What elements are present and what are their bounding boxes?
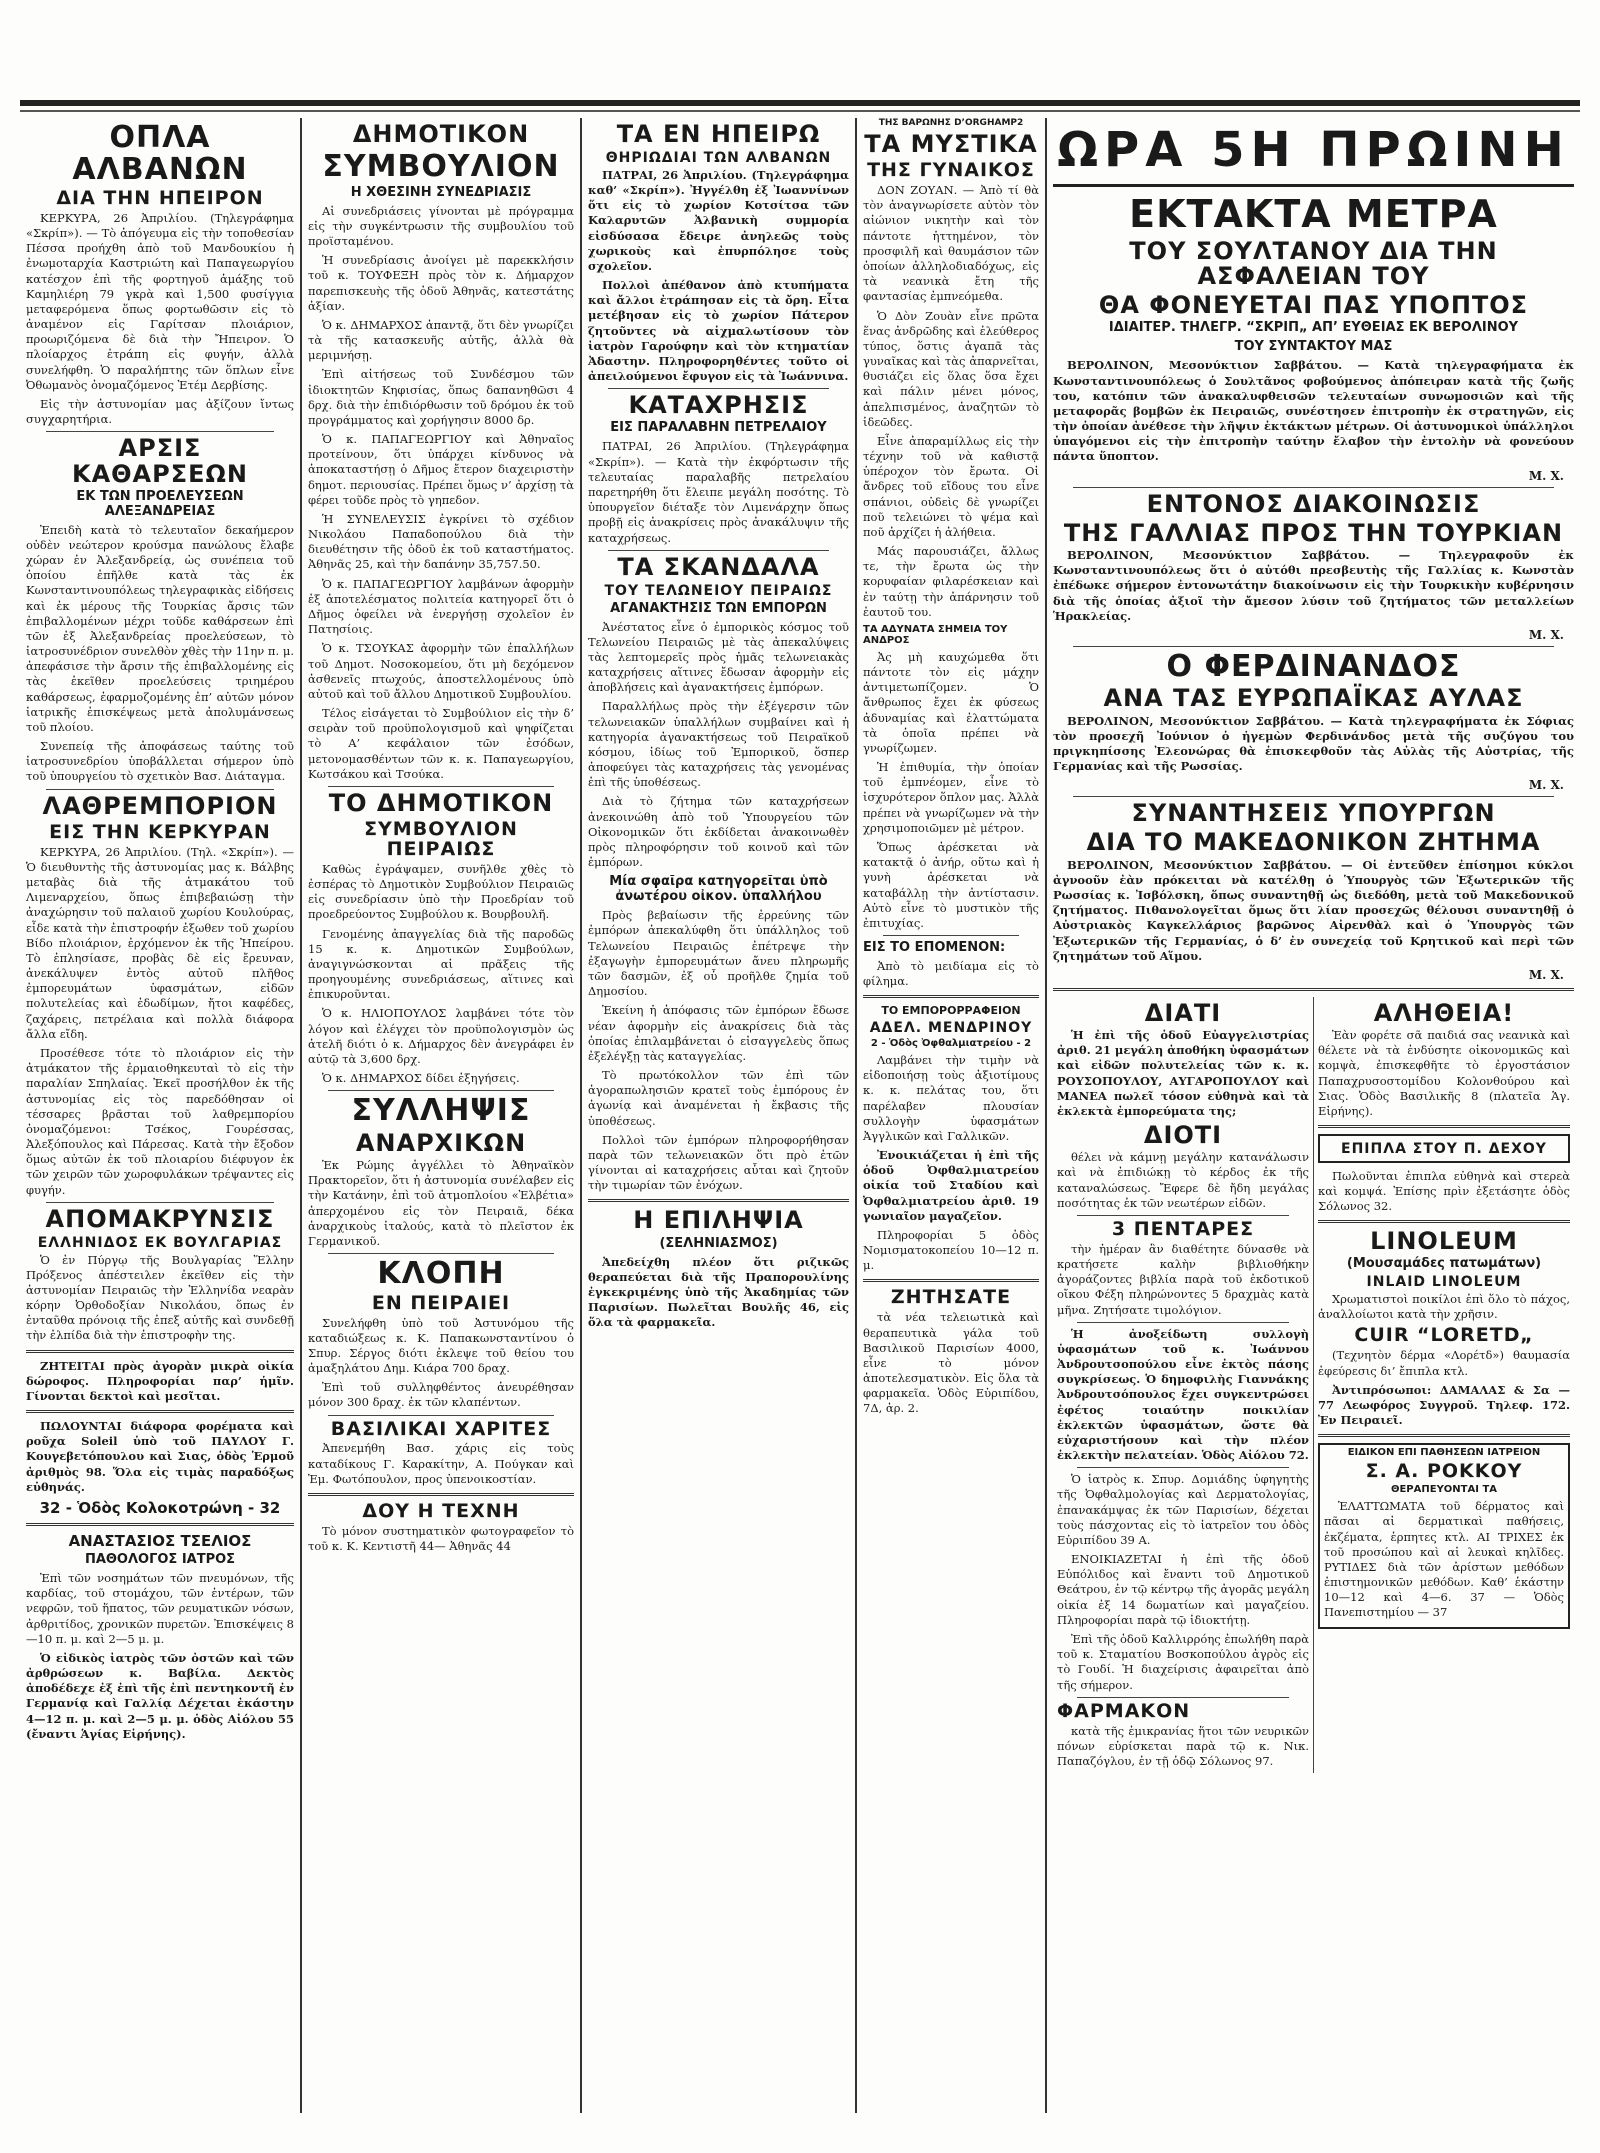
article-text: Συνεπείᾳ τῆς ἀποφάσεως ταύτης τοῦ ἰατροσυνεδρίου ὑποβάλλεται σήμερον ὑπὸ τοῦ ὑπουργείου τὸ σχετικὸν Βασ. Διάταγμα. (26, 739, 294, 784)
column-4 (857, 118, 1047, 2113)
ad-headline-zitisate: ΖΗΤΗΣΑΤΕ (890, 1286, 1012, 1309)
article-text: Ἐπὶ τοῦ συλληφθέντος ἀνευρέθησαν μόνον 300 δραχ. ἐκ τῶν κλαπέντων. (308, 1380, 574, 1410)
ad-text: Χρωματιστοὶ ποικίλοι ἐπὶ ὅλο τὸ πάχος, ἀναλλοίωτοι κατὰ τὴν χρῆσιν. (1318, 1292, 1570, 1322)
divider (1077, 1467, 1289, 1468)
ad-box-iatreion (1318, 1443, 1570, 1628)
article-text: Ἀπὸ τὸ μειδίαμα εἰς τὸ φίλημα. (863, 959, 1039, 989)
signature: Μ. Χ. (1528, 468, 1564, 483)
article-text: Προσέθεσε τότε τὸ πλοιάριον εἰς τὴν ἀτμάκατον τῆς ἐρμαιοθηκευταὶ τὸ εἰς τὴν παραλίαν Σπηλαίας. Ἐκεῖ προσήλθον ἐκ τῆς ἀστυνομίας εἰς τὸς παρεδόθησαν οἱ τέσσαρες βρᾶσται τοῦ λαθρεμπορίου ὀνομαζόμενοι: Τσέκος, Γουρέσσας, Ἀλεξόπουλος καὶ Πάρεσας. Κατὰ τὴν ἔξοδον ὅμως αὐτῶν ἐκ τοῦ πλοιαρίου διέφυγον ἐκ τῶν χειρῶν τῶν χωροφυλάκων τρέψαντες εἰς φυγήν. (26, 1046, 294, 1197)
divider (46, 431, 274, 432)
divider (1053, 988, 1574, 991)
article-text: Ἐπειδὴ κατὰ τὸ τελευταῖον δεκαήμερον οὐδὲν νεώτερον κρούσμα πανώλους ἔλαβε χώραν ἐν Ἀλεξανδρείᾳ, ὡς συνέπεια τοῦ ὁποίου ἐπῆλθε κατὰ τὰς ἐκ Κωνσταντινουπόλεως τηλεγραφικὰς εἰδήσεις καὶ ἐκ μέρους τῆς Τουρκίας ἄρσις τῶν ἐπιβαλλομένων μέχρι τοῦδε καθάρσεων ἐπὶ τῶν ἐξ Ἀλεξανδρείας προελεύσεων, τὸ ἰατροσυνέδριον συνελθὸν χθὲς τὴν 11ην π. μ. ἀπεφάσισε τὴν ἄρσιν τῆς ἐπιβαλλομένης εἰς τὰς ἐκεῖθεν προελεύσεις τριημέρου καθάρσεως, ἐφαρμοζομένης ἐπ’ αὐτῶν μόνον ἰατρικῆς ἐπισκέψεως μετὰ ἀπολυμάνσεως τοῦ πλοίου. (26, 522, 294, 734)
ad-text: (Τεχνητὸν δέρμα «Λορέτδ») θαυμασία ἐφεύρεσις δι’ ἔπιπλα κτλ. (1318, 1348, 1570, 1378)
article-text: Διὰ τὸ ζήτημα τῶν καταχρήσεων ἀνεκοινώθη ἀπὸ τοῦ Ὑπουργείου τῶν Οἰκονομικῶν ὅτι ἐκδίδεται ἀνακοινωθὲν πρὸς πληροφόρησιν τοῦ κοινοῦ καὶ τῶν ἐμπόρων. (588, 794, 849, 870)
ad-headline-inlaid: INLAID LINOLEUM (1366, 1274, 1522, 1291)
divider (1077, 1322, 1289, 1323)
ad-text: Ὁ ἰατρὸς κ. Σπυρ. Δομιάδης ὑφηγητὴς τῆς Ὀφθαλμολογίας καὶ Δερματολογίας, ἐπανακάμψας ἐκ τῶν Παρισίων, δέχεται τοὺς πάσχοντας εἰς τὸ ἰατρεῖον του ὁδὸς Εὐριπίδου 39 Α. (1057, 1472, 1309, 1547)
ad-text: Ἡ ἐπὶ τῆς ὁδοῦ Εὐαγγελιστρίας ἀριθ. 21 μεγάλη ἀποθήκη ὑφασμάτων καὶ εἰδῶν πολυτελείας τῶν κ. κ. ΡΟΥΣΟΠΟΥΛΟΥ, ΑΥΓΑΡΟΠΟΥΛΟΥ καὶ ΜΑΝΕΑ πωλεῖ τόσον εὐθηνὰ καὶ τὰ ἐκλεκτὰ ἐμπορεύματα της; (1057, 1028, 1309, 1118)
top-rule (20, 100, 1580, 106)
subheadline-petrelaiou: ΕΙΣ ΠΑΡΑΛΑΒΗΝ ΠΕΤΡΕΛΑΙΟΥ (610, 420, 827, 436)
divider (46, 1202, 274, 1203)
ad-text: Ἀπεδείχθη πλέον ὅτι ριζικῶς θεραπεύεται διὰ τῆς Πραπορουλίνης ἐγκεκριμένης ὑπὸ τῆς Ἀκαδημίας τῶν Παρισίων. Πωλεῖται Βουλῆς 46, εἰς ὅλα τὰ φαρμακεῖα. (588, 1254, 849, 1330)
divider (1077, 1215, 1289, 1216)
article-text: Τὸ πρωτόκολλον τῶν ἐπὶ τῶν ἀγοραπωλησιῶν κρατεῖ τοὺς ἐμπόρους ἐν ἀγωνίᾳ καὶ ἀναμένεται ἡ ἔκβασις τῆς ὑποθέσεως. (588, 1068, 849, 1128)
ad-text: κατὰ τῆς ἐμικρανίας ἥτοι τῶν νευρικῶν πόνων εὑρίσκεται παρὰ τῷ κ. Νικ. Παπαζόγλου, ἐν τῇ ὁδῷ Σόλωνος 97. (1057, 1723, 1309, 1768)
ads-left (1053, 997, 1314, 1773)
article-text: Ἀνέστατος εἶνε ὁ ἐμπορικὸς κόσμος τοῦ Τελωνείου Πειραιῶς μὲ τὰς ἀπεκαλύψεις τὰς λεπτομερεῖς πρὸς ἡμᾶς τελωνειακὰς καταχρήσεις αἵτινες ἔδωσαν ἀφορμὴν εἰς ἀποβλήσεις καὶ ἀγανακτήσεις ἐμπόρων. (588, 619, 849, 695)
headline-evropaikas-avlas: ΑΝΑ ΤΑΣ ΕΥΡΩΠΑΪΚΑΣ ΑΥΛΑΣ (1103, 684, 1524, 713)
headline-ta-mystika: ΤΑ ΜΥΣΤΙΚΑ (864, 130, 1038, 158)
ads-section (1053, 997, 1574, 1773)
article-text: Ὁ κ. ΠΑΠΑΓΕΩΡΓΙΟΥ λαμβάνων ἀφορμὴν ἐξ ἀποτελέσματος πολιτεία κατηγορεῖ ὅτι ὁ Δῆμος ὀφείλει νὰ ἐνεργήσῃ σχολεῖον ἐν Πατησίοις. (308, 576, 574, 637)
ad-headline-linoleum: LINOLEUM (1370, 1227, 1518, 1256)
subheadline-aganaktisis: ΑΓΑΝΑΚΤΗΣΙΣ ΤΩΝ ΕΜΠΟΡΩΝ (610, 600, 827, 616)
ad-headline-empororrafeion: ΤΟ ΕΜΠΟΡΟΡΡΑΦΕΙΟΝ (881, 1004, 1021, 1018)
ad-box-epipla (1318, 1134, 1570, 1163)
divider (608, 388, 829, 389)
ad-headline-diati: ΔΙΑΤΙ (1144, 998, 1222, 1027)
ad-text: θέλει νὰ κάμνῃ μεγάλην κατανάλωσιν καὶ νὰ ἐπιδιώκῃ τὸ κέρδος ἐκ τῆς καταναλώσεως. Ἔφερε δὲ ἤδη μεγάλας ποσότητας ἐκ τῶν νεωτέρων εἰδῶν. (1057, 1150, 1309, 1210)
article-text: ΒΕΡΟΛΙΝΟΝ, Μεσονύκτιον Σαββάτου. — Οἱ ἐντεῦθεν ἐπίσημοι κύκλοι ἀγνοοῦν ἐὰν πρόκειται νὰ κατέλθῃ ὁ Ὑπουργὸς τῶν Ἐξωτερικῶν τῆς Ρωσσίας κ. Ἰσβόλσκη, ὅπως συναντηθῇ ὡς διεδόθη, μετὰ τοῦ Μακεδονικοῦ ζητήματος. Πιθανολογεῖται ὅμως ὅτι λίαν προσεχῶς θέλουσι συναντηθῇ ὁ Αὐστριακὸς Καγκελλάριος βαρῶνος Αἰρενθὰλ καὶ ὁ Ὑπουργὸς τῶν Ἐξωτερικῶν τῆς Γερμανίας, ὁ δ’ ἐν συνεχείᾳ τοῦ Κρητικοῦ καὶ περὶ τῶν ζητημάτων τοῦ Αἵμου. (1053, 857, 1574, 963)
article-text: ΒΕΡΟΛΙΝΟΝ, Μεσονύκτιον Σαββάτου. — Κατὰ τηλεγραφήματα ἐκ Κωνσταντινουπόλεως ὁ Σουλτᾶνος φοβούμενος ἀπόπειραν κατὰ τῆς ζωῆς του, κατόπιν τῶν ἀνακαλυφθεισῶν τελευταίων συνωμοσιῶν καὶ τῆς μεταφορᾶς βομβῶν ἐκ Πειραιῶς, συνέστησεν ἐπιτροπὴν ἐκ στρατηγῶν, εἰς τὴν ὁποίαν ἀνέθεσε τὴν λῆψιν ἐκτάκτων μέτρων. Οἱ ἀστυνομικοὶ ὑπάλληλοι ὑπαγόμενοι εἰς τὴν ἐπιτροπὴν ταύτην ἔλαβον τὴν ἐντολὴν νὰ φονεύουν πάντα ὕποπτον. (1053, 358, 1574, 464)
article-text: Καθὼς ἐγράψαμεν, συνῆλθε χθὲς τὸ ἐσπέρας τὸ Δημοτικὸν Συμβούλιον Πειραιῶς εἰς συνεδρίασιν ὑπὸ τὴν Προεδρίαν τοῦ προεδρεύοντος Συμβούλου κ. Βουρβουλῆ. (308, 861, 574, 922)
article-text: Ἀς μὴ καυχώμεθα ὅτι πάντοτε τὸν εἰς μάχην ἀντιμετωπίζομεν. Ὁ ἄνθρωπος ἔχει ἐκ φύσεως ἀδυναμίας καὶ ἐλαττώματα τὰ ὁποῖα πρέπει νὰ γνωρίζωμεν. (863, 649, 1039, 755)
headline-soultanou: ΤΟΥ ΣΟΥΛΤΑΝΟΥ ΔΙΑ ΤΗΝ ΑΣΦΑΛΕΙΑΝ ΤΟΥ (1129, 236, 1498, 291)
article-text: Παραλλήλως πρὸς τὴν ἐξέγερσιν τῶν τελωνειακῶν ὑπαλλήλων συμβαίνει καὶ ἡ κατηγορία ἀγανακτήσεως τοῦ Πειραϊκοῦ κόσμου, ἰδίως τοῦ Ἐμπορικοῦ, ὅσπερ ἀποφεύγει τὰς καταχρήσεις τὰς γενομένας ἐπὶ τῆς ὑποθέσεως. (588, 699, 849, 790)
ad-headline-farmakon: ΦΑΡΜΑΚΟΝ (1057, 1699, 1191, 1722)
ad-text: ΖΗΤΕΙΤΑΙ πρὸς ἀγορὰν μικρὰ οἰκία δώροφος. Πληροφορίαι παρ’ ἡμῖν. Γίνονται δεκτοὶ καὶ μεσῖται. (26, 1358, 294, 1403)
column-2 (302, 118, 582, 2113)
article-text: Ὁ κ. ΠΑΠΑΓΕΩΡΓΙΟΥ καὶ Ἀθηναῖος προτείνουν, ὅτι ὑπάρχει κίνδυνος νὰ ἀποκαταστήσῃ ὁ Δῆμος ἔτερον διαχειριστὴν δημοτ. περιουσίας. Πρέπει ὅμως ν’ ἀρχίσῃ τὰ φέρει τοῦδε πρὸς τὸ γηπεδον. (308, 432, 574, 507)
column-5 (1047, 118, 1580, 2113)
divider (328, 1090, 554, 1091)
headline-ta-skandala: ΤΑ ΣΚΑΝΔΑΛΑ (617, 552, 820, 581)
column-3 (582, 118, 857, 2113)
ad-text: Λαμβάνει τὴν τιμὴν νὰ εἰδοποιήσῃ τοὺς ἀξιοτίμους κ. κ. πελάτας του, ὅτι παρέλαβεν πλουσίαν συλλογὴν ὑφασμάτων Ἀγγλικῶν καὶ Γαλλικῶν. (863, 1053, 1039, 1143)
divider (1073, 796, 1554, 797)
article-text: Ὁ Δὸν Ζουὰν εἶνε πρῶτα ἕνας ἀνδρῶδης καὶ ἐλεύθερος τύπος, ὅστις ἀγαπᾶ τὰς γυναῖκας καὶ τὰς ἀπαρνεῖται, θυσιάζει εἰς ὅλας ὅσα ἔχει καὶ πάλιν μένει μόνος, ἀπελπισμένος, ἀναζητῶν τὸ ἰδεῶδες. (863, 308, 1039, 429)
article-text: Ὅπως ἀρέσκεται νὰ κατακτᾷ ὁ ἀνήρ, οὕτω καὶ ἡ γυνὴ ἀρέσκεται νὰ καταβάλλῃ τὴν ἀντίστασιν. Αὐτὸ εἶνε τὸ μυστικὸν τῆς ἐπιτυχίας. (863, 840, 1039, 930)
headline-dimotikon: ΔΗΜΟΤΙΚΟΝ (352, 120, 530, 148)
article-text: Πολλοὶ τῶν ἐμπόρων πληροφορήθησαν παρὰ τῶν τελωνειακῶν ὅτι πρὸ ἐτῶν γίνονται αἱ καταχρήσεις αὗται καὶ ζητοῦν τὴν τιμωρίαν τῶν ἐνόχων. (588, 1132, 849, 1193)
headline-symvoulion: ΣΥΜΒΟΥΛΙΟΝ (322, 149, 560, 185)
divider (1073, 646, 1554, 647)
ad-text: ΕΝΟΙΚΙΑΖΕΤΑΙ ἡ ἐπὶ τῆς ὁδοῦ Εὐπόλιδος καὶ ἔναντι τοῦ Δημοτικοῦ Θεάτρου, ἐν τῷ κέντρῳ τῆς ἀγορᾶς μεγάλη οἰκία ἐξ 14 δωματίων καὶ μαγαζείου. Πληροφορίαι παρὰ τῷ ἰδιοκτήτῃ. (1057, 1552, 1309, 1627)
article-text: Ἡ ΣΥΝΕΛΕΥΣΙΣ ἐγκρίνει τὸ σχέδιον Νικολάου Παπαδοπούλου διὰ τὴν διευθέτησιν τῆς ὁδοῦ ἐκ τοῦ καταστήματος. Ἀθηνᾶς 25, καὶ τὴν δαπάνην 35,757.50. (308, 511, 574, 572)
article-text: Πολλοὶ ἀπέθανον ἀπὸ κτυπήματα καὶ ἄλλοι ἐτράπησαν εἰς τὰ ὄρη. Εἶτα μετέβησαν εἰς τὸ χωρίον Πάτερον ζητοῦντες νὰ αἰχμαλωτίσουν τὸν ἰατρὸν Γαρούφην καὶ τὸν κτηματίαν Ἀδαστην. Πληροφορηθέντες τοῦτο οἱ ἀπειλούμενοι ἔφυγον εἰς τὰ Ἰωάννινα. (588, 278, 849, 384)
subheadline-en-peiraiei: ΕΝ ΠΕΙΡΑΙΕΙ (371, 1291, 511, 1314)
ad-headline-pentares: 3 ΠΕΝΤΑΡΕΣ (1111, 1217, 1255, 1240)
ad-address: 2 - Ὁδὸς Ὀφθαλμιατρείου - 2 (870, 1038, 1032, 1050)
article-text: Ὁ κ. ΤΣΟΥΚΑΣ ἀφορμὴν τῶν ἐπαλλήλων τοῦ Δημοτ. Νοσοκομείου, ὅτι μὴ δεχόμενον ἀσθενεῖς πτωχούς, ἀποστελλομένους ὑπὸ αὐτοῦ καὶ τοῦ ἄλλου Δημοτικοῦ Συμβουλίου. (308, 641, 574, 701)
top-rule-thin (20, 110, 1580, 112)
divider (1073, 487, 1554, 488)
divider (608, 550, 829, 551)
headline-makedonikon: ΔΙΑ ΤΟ ΜΑΚΕΔΟΝΙΚΟΝ ΖΗΤΗΜΑ (1086, 828, 1541, 857)
divider (1077, 1697, 1289, 1698)
ad-text: Ἐπὶ τῆς ὁδοῦ Καλλιρρόης ἐπωλήθη παρὰ τοῦ κ. Σταματίου Βοσκοπούλου ἀγρὸς εἰς τὸ Γουδί. Ἡ διαχείρισις ἀφαιρεῖται ἀπὸ τῆς σήμερον. (1057, 1632, 1309, 1692)
subheadline-synedriasis: Η ΧΘΕΣΙΝΗ ΣΥΝΕΔΡΙΑΣΙΣ (350, 184, 532, 200)
article-text: ΔΟΝ ΖΟΥΑΝ. — Ἀπὸ τί θὰ τὸν ἀναγνωρίσετε αὐτὸν τὸν αἰώνιον νικητὴν καὶ τὸν πάντοτε ἡττημένον, τὸν προσφιλῆ καὶ θαυμάσιον τῶν ὁποίων ἀλληλοδιαδόχως, εἰς τὰ νεανικὰ ἔτη τῆς φαντασίας ἐμπνεόμεθα. (863, 183, 1039, 304)
ad-text: Ἀντιπρόσωποι: ΔΑΜΑΛΑΣ & Σα — 77 Λεωφόρος Συγγροῦ. Τηλεφ. 172. Ἐν Πειραιεῖ. (1318, 1382, 1570, 1428)
subheadline-sfaira: Μία σφαῖρα κατηγορεῖται ὑπὸ ἀνωτέρου οἰκον. ὑπαλλήλου (609, 874, 828, 905)
headline-arsis-katharseon: ΑΡΣΙΣ ΚΑΘΑΡΣΕΩΝ (71, 434, 248, 488)
column-1 (20, 118, 302, 2113)
subheadline-peiraios: ΣΥΜΒΟΥΛΙΟΝ ΠΕΙΡΑΙΩΣ (364, 818, 518, 860)
headline-tis-gynaikos: ΤΗΣ ΓΥΝΑΙΚΟΣ (867, 159, 1035, 182)
article-text: Συνελήφθη ὑπὸ τοῦ Ἀστυνόμου τῆς καταδιώξεως κ. Κ. Παπακωνσταντίνου ὁ Σπυρ. Σέργος διότι ἐκλεψε τοῦ θείου του ἀμαξηλάτου Δημ. Κιάρα 700 δραχ. (308, 1315, 574, 1376)
serial-author: ΤΗΣ ΒΑΡΩΝΗΣ D’ORGHAMP2 (878, 118, 1024, 128)
article-text: ΠΑΤΡΑΙ, 26 Ἀπριλίου. (Τηλεγράφημα «Σκρίπ»). — Κατὰ τὴν ἐκφόρτωσιν τῆς τελευταίας παραλαβῆς πετρελαίου παρετηρήθη ὅτι ἔλειπε μεγάλη ποσότης. Τὸ ὑπουργεῖον διέταξε τὸν Λιμενάρχην ὅπως προβῇ εἰς ἀνακρίσεις πρὸς ἀνακάλυψιν τῆς καταχρήσεως. (588, 439, 849, 545)
article-text: Ὁ κ. ΔΗΜΑΡΧΟΣ δίδει ἐξηγήσεις. (322, 1071, 520, 1086)
headline-gallias: ΤΗΣ ΓΑΛΛΙΑΣ ΠΡΟΣ ΤΗΝ ΤΟΥΡΚΙΑΝ (1063, 518, 1564, 547)
article-text: Ἐπὶ αἰτήσεως τοῦ Συνδέσμου τῶν ἰδιοκτητῶν Κηφισίας, ὅπως δαπανηθῶσι 4 δρχ. διὰ τὴν ἐπιδιόρθωσιν τοῦ δρόμου ἐκ τοῦ προγράμματος καὶ χορήγησιν 8000 δρ. (308, 367, 574, 427)
ad-subheadline: ΘΕΡΑΠΕΥΟΝΤΑΙ ΤΑ (1390, 1484, 1498, 1496)
headline-entonos: ΕΝΤΟΝΟΣ ΔΙΑΚΟΙΝΩΣΙΣ (1146, 489, 1481, 518)
headline-synantiseis: ΣΥΝΑΝΤΗΣΕΙΣ ΥΠΟΥΡΓΩΝ (1131, 799, 1496, 828)
article-text: Εἰς τὴν ἀστυνομίαν μας ἀξίζουν ἴντως συγχαρητήρια. (26, 397, 294, 427)
ads-right (1314, 997, 1574, 1773)
ad-headline-cuir: CUIR “LORETD„ (1354, 1324, 1534, 1347)
divider (26, 1410, 294, 1413)
subheadline-adynata: ΤΑ ΑΔΥΝΑΤΑ ΣΗΜΕΙΑ ΤΟΥ ΑΝΔΡΟΣ (863, 623, 1008, 646)
headline-lathremporion: ΛΑΘΡΕΜΠΟΡΙΟΝ (42, 791, 278, 820)
headline-katachrisis: ΚΑΤΑΧΡΗΣΙΣ (628, 391, 809, 420)
article-text: Ὁ κ. ΔΗΜΑΡΧΟΣ ἀπαντᾷ, ὅτι δὲν γνωρίζει τὰ τῆς κατασκευῆς αὐτῆς, ἀλλὰ θὰ μεριμνήσῃ. (308, 317, 574, 363)
ad-doctor-name: ΑΝΑΣΤΑΣΙΟΣ ΤΣΕΛΙΟΣ (68, 1532, 252, 1550)
subheadline-syntaktou: ΤΟΥ ΣΥΝΤΑΚΤΟΥ ΜΑΣ (1234, 339, 1393, 355)
article-text: Πρὸς βεβαίωσιν τῆς ἐρρεύνης τῶν ἐμπόρων ἀπεκαλύφθη ὅτι ὑπάλληλος τοῦ Τελωνείου Πειραιῶς ἐπέτρεψε τὴν ἐξαγωγὴν ἐμπορευμάτων ἄνευ πληρωμῆς τῶν δασμῶν, ἐξ οὗ προῆλθε ζημία τοῦ Δημοσίου. (588, 908, 849, 999)
article-text: Ἀπενεμήθη Βασ. χάρις εἰς τοὺς καταδίκους Γ. Καρακίτην, Α. Πούγκαν καὶ Ἐμ. Φωτόπουλον, προς ὑπενοικοστίαν. (308, 1441, 574, 1486)
divider (1318, 1220, 1570, 1223)
divider (328, 1253, 554, 1254)
article-text: Ὁ κ. ΗΛΙΟΠΟΥΛΟΣ λαμβάνει τότε τὸν λόγον καὶ ἐλέγχει τὸν προϋπολογισμὸν ὡς ἀτελῆ διότι ὁ κ. Δήμαρχος δὲν ἀνεγράφει ἐν αὐτῷ τὰ 3,600 δρχ. (308, 1006, 574, 1066)
subheadline-thiriodiai: ΘΗΡΙΩΔΙΑΙ ΤΩΝ ΑΛΒΑΝΩΝ (605, 150, 832, 167)
subheadline-voulgaria: ΕΛΛΗΝΙΔΟΣ ΕΚ ΒΟΥΛΓΑΡΙΑΣ (37, 1234, 283, 1251)
article-text: Ἐκείνη ἡ ἀπόφασις τῶν ἐμπόρων ἔδωσε νέαν ἀφορμὴν εἰς ἀνακρίσεις διὰ τὰς ὁποίας ἐπιλαμβάνεται ὁ εἰσαγγελεὺς ὅπως ἐξελέγξῃ τὰς καταγγελίας. (588, 1003, 849, 1063)
article-text: ΒΕΡΟΛΙΝΟΝ, Μεσονύκτιον Σαββάτου. — Τηλεγραφοῦν ἐκ Κωνσταντινουπόλεως ὅτι ὁ αὐτόθι πρεσβευτὴς τῆς Γαλλίας κ. Κωνστὰν ἐπέδωκε σήμερον ἐντονωτάτην διακοίνωσιν εἰς τὴν Τουρκικὴν κυβέρνησιν διὰ τῆς ὁποίας ἀξιοῖ τὴν ἄμεσον λύσιν τοῦ ζητήματος τῶν μεταλλείων Ἡρακλείας. (1053, 548, 1574, 623)
headline-apomakrynsis: ΑΠΟΜΑΚΡΥΝΣΙΣ (45, 1204, 275, 1233)
article-text: Ἐκ Ρώμης ἀγγέλλει τὸ Ἀθηναϊκὸν Πρακτορεῖον, ὅτι ἡ ἀστυνομία συνέλαβεν εἰς τὴν Κατάνην, ἐπὶ τοῦ ἀτμοπλοίου «Ἐλβέτια» ἀπερχομένου εἰς τὸν Πειραιᾶ, δέκα ἀναρχικοὺς ἰταλούς, κατὰ τὸ πλεῖστον ἐκ Γερμανικοῦ. (308, 1158, 574, 1248)
ad-text: τὴν ἡμέραν ἂν διαθέτητε δύνασθε νὰ κρατήσετε καλὴν βιβλιοθήκην ἀγοράζοντες βιβλία παρὰ τοῦ ἐκδοτικοῦ οἴκου Φέξη πληρώνοντες 5 δραχμὰς κατὰ μῆνα. Ζητήσατε τιμολόγιον. (1057, 1241, 1309, 1317)
subheadline-epeiros: ΔΙΑ ΤΗΝ ΗΠΕΙΡΟΝ (56, 187, 264, 209)
headline-ferdinandos: Ο ΦΕΡΔΙΝΑΝΔΟΣ (1166, 648, 1461, 684)
article-text: Ἡ ἐπιθυμία, τὴν ὁποίαν τοῦ ἐμπνέομεν, εἶνε τὸ ἰσχυρότερον ὅπλον μας. Ἀλλὰ πρέπει νὰ γνωρίζωμεν νὰ τὴν χρησιμοποιῶμεν μὲ μέτρον. (863, 760, 1039, 835)
article-text: ΠΑΤΡΑΙ, 26 Ἀπριλίου. (Τηλεγράφημα καθ’ «Σκρίπ»). Ἠγγέλθη ἐξ Ἰωαννίνων ὅτι εἰς τὸ χωρίον Κοτσίτσα τῶν Καλαρυτῶν Ἀλβανικὴ συμμορία εἰσδύσασα ἔδειρε ἀνηλεῶς τοὺς χωρικοὺς καὶ ἐπυρπόλησε τοὺς σχολεῖον. (588, 167, 849, 273)
ad-text: ΠΩΛΟΥΝΤΑΙ διάφορα φορέματα καὶ ροῦχα Soleil ὑπὸ τοῦ ΠΑΥΛΟΥ Γ. Κουγεβετόπουλου καὶ Σιας, ὁδὸς Ἑρμοῦ ἀριθμὸς 98. Ὅλα εἰς τιμὰς παραδόξως εὐθηνάς. (26, 1419, 294, 1494)
ad-subheadline-selinismos: (ΣΕΛΗΝΙΑΣΜΟΣ) (659, 1235, 778, 1251)
ad-headline-iatreion: ΕΙΔΙΚΟΝ ΕΠΙ ΠΑΘΗΣΕΩΝ ΙΑΤΡΕΙΟΝ (1347, 1447, 1541, 1459)
ad-headline-epipla: ΕΠΙΠΛΑ ΣΤΟΥ Π. ΔΕΧΟΥ (1341, 1141, 1547, 1158)
ad-name-rokkou: Σ. Α. ΡΟΚΚΟΥ (1365, 1460, 1523, 1483)
ad-text: Πωλοῦνται ἐπιπλα εὐθηνὰ καὶ στερεὰ καὶ κομψά. Ἐπίσης πρὶν ἐξετάσητε ὁδὸς Σόλωνος 32. (1318, 1168, 1570, 1214)
ad-headline-alitheia: ΑΛΗΘΕΙΑ! (1373, 998, 1515, 1027)
divider (328, 1415, 554, 1416)
ad-headline-techni: ΔΟΥ Η ΤΕΧΝΗ (362, 1499, 520, 1522)
article-text: ΚΕΡΚΥΡΑ, 26 Ἀπριλίου. (Τηλ. «Σκρίπ»). — Ὁ διευθυντὴς τῆς ἀστυνομίας μας κ. Βάλβης μεταβὰς διὰ τῆς ἀτμακάτου τοῦ Λιμεναρχείου, ὅπως ἐπιβεβαιώσῃ τὴν ἀναχώρησιν τοῦ παλαιοῦ χωρίου Κουλούρας, εἶδε κατὰ τὴν ἐπιστροφήν ἐξωθεν τοῦ χωρίου Βίδο πλοιάριον, ἐρχόμενον ἐκ τῆς Ἠπείρου. Τὸ ἐπλησίασε, προβὰς δὲ εἰς ἔρευναν, ἀνεκάλυψεν ἐντὸς αὐτοῦ πλῆθος ἐμπορευμάτων ὑφασμάτων, εἰδῶν πολυτελείας καὶ ἐδωδίμων, ἤτοι καφέδες, ζαχάρεις, πετρέλαια καὶ πολλὰ διάφορα ἄλλα εἴδη. (26, 844, 294, 1041)
ad-text: Ἐπὶ τῶν νοσημάτων τῶν πνευμόνων, τῆς καρδίας, τοῦ στομάχου, τῶν ἐντέρων, τῶν νεφρῶν, τοῦ ἥπατος, τῶν ρευματικῶν νόσων, ἀρθριτίδος, χρονικῶν πυρετῶν. Ἐπισκέψεις 8—10 π. μ. καὶ 2—5 μ. μ. (26, 1571, 294, 1646)
divider (863, 1279, 1039, 1282)
divider (328, 786, 554, 787)
divider (588, 1199, 849, 1202)
signature: Μ. Χ. (1528, 967, 1564, 982)
headline-ta-en-ipeiro: ΤΑ ΕΝ ΗΠΕΙΡΩ (616, 120, 821, 148)
ad-text: Ἐὰν φορέτε σᾶ παιδιά σας νεανικὰ καὶ θέλετε νὰ τὰ ἐνδύσητε οἰκονομικῶς καὶ κομψὰ, ἐπισκεφθῆτε τὸ ἐργοστάσιον Παπαχρυσοστομίδου Κολονθούρου καὶ Σιας. Ὁδὸς Βασιλικῆς 8 (πλατεῖα Ἁγ. Εἰρήνης). (1318, 1028, 1570, 1118)
ad-text: Ἐνοικιάζεται ἡ ἐπὶ τῆς ὁδοῦ Ὀφθαλμιατρείου οἰκία τοῦ Σταδίου καὶ Ὀφθαλμιατρείου ἀριθ. 19 γωνιαῖον μαγαζεῖον. (863, 1148, 1039, 1223)
signature: Μ. Χ. (1528, 778, 1564, 793)
ad-doctor-title: ΠΑΘΟΛΟΓΟΣ ΙΑΤΡΟΣ (84, 1552, 236, 1567)
article-text: Ἡ συνεδρίασις ἀνοίγει μὲ παρεκκλήσιν τοῦ κ. ΤΟΥΦΕΞΗ πρὸς τὸν κ. Δήμαρχον παρεπισκευὴς τῆς ὁδοῦ Ἀθηνᾶς, κατεστάτης ἀξίαν. (308, 253, 574, 313)
headline-klopi: ΚΛΟΠΗ (377, 1256, 505, 1292)
ad-subheadline: (Μουσαμάδες πατωμάτων) (1346, 1256, 1542, 1272)
subheadline-telegr: ΙΔΙΑΙΤΕΡ. ΤΗΛΕΓΡ. “ΣΚΡΙΠ„ ΑΠ’ ΕΥΘΕΙΑΣ ΕΚ ΒΕΡΟΛΙΝΟΥ (1108, 320, 1519, 336)
ad-text: Τὸ μόνον συστηματικὸν φωτογραφεῖον τὸ τοῦ κ. Κ. Κεντιστῆ 44— Ἀθηνᾶς 44 (308, 1523, 574, 1554)
ad-name-mendrinou: ΑΔΕΛ. ΜΕΝΔΡΙΝΟΥ (869, 1020, 1033, 1037)
divider (46, 789, 274, 790)
ad-text: τὰ νέα τελειωτικὰ καὶ θεραπευτικὰ γάλα τοῦ Βασιλικοῦ Παρισίων 4000, εἶνε τὸ μόνον ἀποτελεσματικὸν. Εἰς ὅλα τὰ φαρμακεῖα. Ὁδὸς Εὐριπίδου, 7Δ, ἀρ. 2. (863, 1310, 1039, 1416)
article-text: Ὁ ἐν Πύργῳ τῆς Βουλγαρίας Ἕλλην Πρόξενος ἀπέστειλεν ἐκεῖθεν εἰς τὴν ἀστυνομίαν Πειραιῶς τὴν Ἑλληνίδα νεαρὰν κόρην Ὀρθοδοξίαν Νικολάου, ὅπως ἐν ἐνταῦθα πρόνοιᾳ τῆς ἐπεξ αὐτῆς καὶ συνδεθῇ τὴν ἐλπίδα διὰ τὴν ἐπιστροφὴν της. (26, 1252, 294, 1343)
subheadline-kerkyra: ΕΙΣ ΤΗΝ ΚΕΡΚΥΡΑΝ (49, 820, 271, 843)
subheadline-teloneiou: ΤΟΥ ΤΕΛΩΝΕΙΟΥ ΠΕΙΡΑΙΩΣ (604, 582, 833, 599)
article-text: ΚΕΡΚΥΡΑ, 26 Ἀπριλίου. (Τηλεγράφημα «Σκρίπ»). — Τὸ ἀπόγευμα εἰς τὴν τοποθεσίαν Πέσσα προήχθη ἀπὸ τοῦ Μανδουκίου ἡ ἐνωμοταρχία Καστριώτη καὶ Παπαγεωργίου κατέσχον ἐπὶ τῆς φορτηγοῦ ἁμάξης τοῦ Καμηλιέρη 79 γκρὰ καὶ 1,500 φυσίγγια μεταφερόμενα ὅπως φορτωθῶσιν εἰς τὸ ἀναμένον εἰς Γαρίτσαν πλοιάριον, προωριζόμενα δὲ διὰ τὴν Ἤπειρον. Ὁ πλοίαρχος ἐτράπη εἰς φυγήν, ἀλλὰ συνελήφθη. Ὁ παραλήπτης τῶν ὅπλων εἶνε Ὀθωμανὸς ὀνομαζόμενος Ἐτέμ Δερβίσης. (26, 210, 294, 392)
ad-text: Ἡ ἀνοξείδωτη συλλογὴ ὑφασμάτων τοῦ κ. Ἰωάννου Ἀνδρουτσοπούλου εἶνε ἐκτὸς πάσης συγκρίσεως. Ὁ δημοφιλὴς Γιαννάκης Ἀνδρουτσόπουλος ἔχει συγκεντρώσει ἐφέτος τοιαύτην ποικιλίαν ἐκλεκτῶν ὑφασμάτων, ὥστε θὰ εὐχαριστήσουν καὶ τὴν πλέον ἐκλεκτὴν πελατείαν. Ὁδὸς Αἰόλου 72. (1057, 1326, 1309, 1463)
divider (863, 995, 1039, 998)
divider (308, 1493, 574, 1496)
article-text: Μάς παρουσιάζει, ἄλλως τε, τὴν ἔρωτα ὡς τὴν κορυφαίαν φιλαρέσκειαν καὶ ἐν ταύτῃ τὴν ἀπάρνησιν τοῦ ἑαυτοῦ του. (863, 544, 1039, 619)
subheadline-epomenon: ΕΙΣ ΤΟ ΕΠΟΜΕΝΟΝ: (863, 940, 1006, 956)
ad-headline-dioti: ΔΙΟΤΙ (1143, 1121, 1223, 1150)
headline-syllipsis: ΣΥΛΛΗΨΙΣ (351, 1093, 531, 1129)
headline-vasilikai-charites: ΒΑΣΙΛΙΚΑΙ ΧΑΡΙΤΕΣ (330, 1417, 552, 1440)
ad-address: 32 - Ὁδὸς Κολοκοτρώνη - 32 (39, 1499, 281, 1517)
headline-foneuetai: ΘΑ ΦΟΝΕΥΕΤΑΙ ΠΑΣ ΥΠΟΠΤΟΣ (1098, 291, 1529, 320)
masthead-ora-5i-proini: ΩΡΑ 5Η ΠΡΩΙΝΗ (1053, 122, 1574, 187)
article-text: Τέλος εἰσάγεται τὸ Συμβούλιον εἰς τὴν δ’ σειρὰν τοῦ προϋπολογισμοῦ καὶ ψηφίζεται τὸ Α’ κεφάλαιον τῶν ἐσόδων, μετονομασθέντων τῶν κ. κ. Παπαγεωργίου, Κωτσάκου καὶ Τσούκα. (308, 706, 574, 781)
divider (26, 1523, 294, 1526)
headline-anarchikon: ΑΝΑΡΧΙΚΩΝ (355, 1128, 527, 1157)
ad-headline-epilipsia: Η ΕΠΙΛΗΨΙΑ (633, 1206, 804, 1235)
headline-ektakta-metra: ΕΚΤΑΚΤΑ ΜΕΤΡΑ (1129, 192, 1498, 236)
divider (1318, 1434, 1570, 1437)
ad-text: ἙΛΑΤΤΩΜΑΤΑ τοῦ δέρματος καὶ πᾶσαι αἱ δερματικαὶ παθήσεις, ἐκζέματα, ἑρπητες κτλ. ΑΙ ΤΡΙΧΕΣ ἐκ τοῦ προσώπου καὶ αἱ λευκαὶ κηλῖδες. ΡΥΤΙΔΕΣ διὰ τῶν ἀρίστων μεθόδων ἐπιστημονικῶν μεθόδων. Καθ’ ἑκάστην 10—12 καὶ 4—6. 37 — Ὁδὸς Πανεπιστημίου — 37 (1324, 1499, 1564, 1620)
article-text: ΒΕΡΟΛΙΝΟΝ, Μεσονύκτιον Σαββάτου. — Κατὰ τηλεγραφήματα ἐκ Σόφιας τὸν προσεχῆ Ἰούνιον ὁ ἡγεμὼν Φερδινάνδος μετὰ τῆς συζύγου του πριγκηπίσσης Ἐλεονώρας θὰ ἐπισκεφθοῦν τὰς Αὐλὰς τῆς Αὐστρίας, τῆς Γερμανίας καὶ τῆς Ρωσσίας. (1053, 713, 1574, 774)
subheadline-alexandria: ΕΚ ΤΩΝ ΠΡΟΕΛΕΥΣΕΩΝ ΑΛΕΞΑΝΔΡΕΙΑΣ (76, 488, 244, 519)
ad-text: Ὁ εἰδικὸς ἰατρὸς τῶν ὀστῶν καὶ τῶν ἀρθρώσεων κ. Βαβίλα. Δεκτὸς ἀποδέδεχε ἐξ ἐπὶ τῆς ἐπὶ πεντηκοντῆ ἐν Γερμανίᾳ καὶ Γαλλίᾳ Δέχεται ἐκάστην 4—12 π. μ. καὶ 2—5 μ. μ. ὁδὸς Αἰόλου 55 (ἔναντι Ἁγίας Εἰρήνης). (26, 1650, 294, 1741)
article-text: Εἶνε ἀπαραμίλλως εἰς τὴν τέχνην τοῦ νὰ καθιστᾷ ὑπέροχον τὸν ἔρωτα. Οἱ ἄνδρες τοῦ εἴδους του εἶνε σπάνιοι, οὐδεὶς δὲ γνωρίζει ποῦ τελειώνει τὸ ψέμα καὶ ποῦ ἀρχίζει ἡ ἀλήθεια. (863, 433, 1039, 539)
divider (883, 935, 1019, 936)
ad-text: Πληροφορίαι 5 ὁδὸς Νομισματοκοπείου 10—12 π. μ. (863, 1227, 1039, 1273)
divider (1318, 1125, 1570, 1128)
divider (26, 1350, 294, 1353)
headline-to-dimotikon: ΤΟ ΔΗΜΟΤΙΚΟΝ (328, 788, 554, 817)
article-text: Γενομένης ἀπαγγελίας διὰ τῆς παροδῶς 15 κ. κ. Δημοτικῶν Συμβούλων, ἀναγιγνώσκονται αἱ πρᾶξεις τῆς προηγουμένης συνεδριάσεως, αἵτινες καὶ ἐπικυροῦνται. (308, 926, 574, 1002)
signature: Μ. Χ. (1528, 627, 1564, 642)
headline-opla-alvanon: ΟΠΛΑ ΑΛΒΑΝΩΝ (72, 120, 248, 187)
article-text: Αἱ συνεδριάσεις γίνονται μὲ πρόγραμμα εἰς τὴν συγκέντρωσιν τῆς συμβουλίου τοῦ προϊσταμένου. (308, 203, 574, 249)
